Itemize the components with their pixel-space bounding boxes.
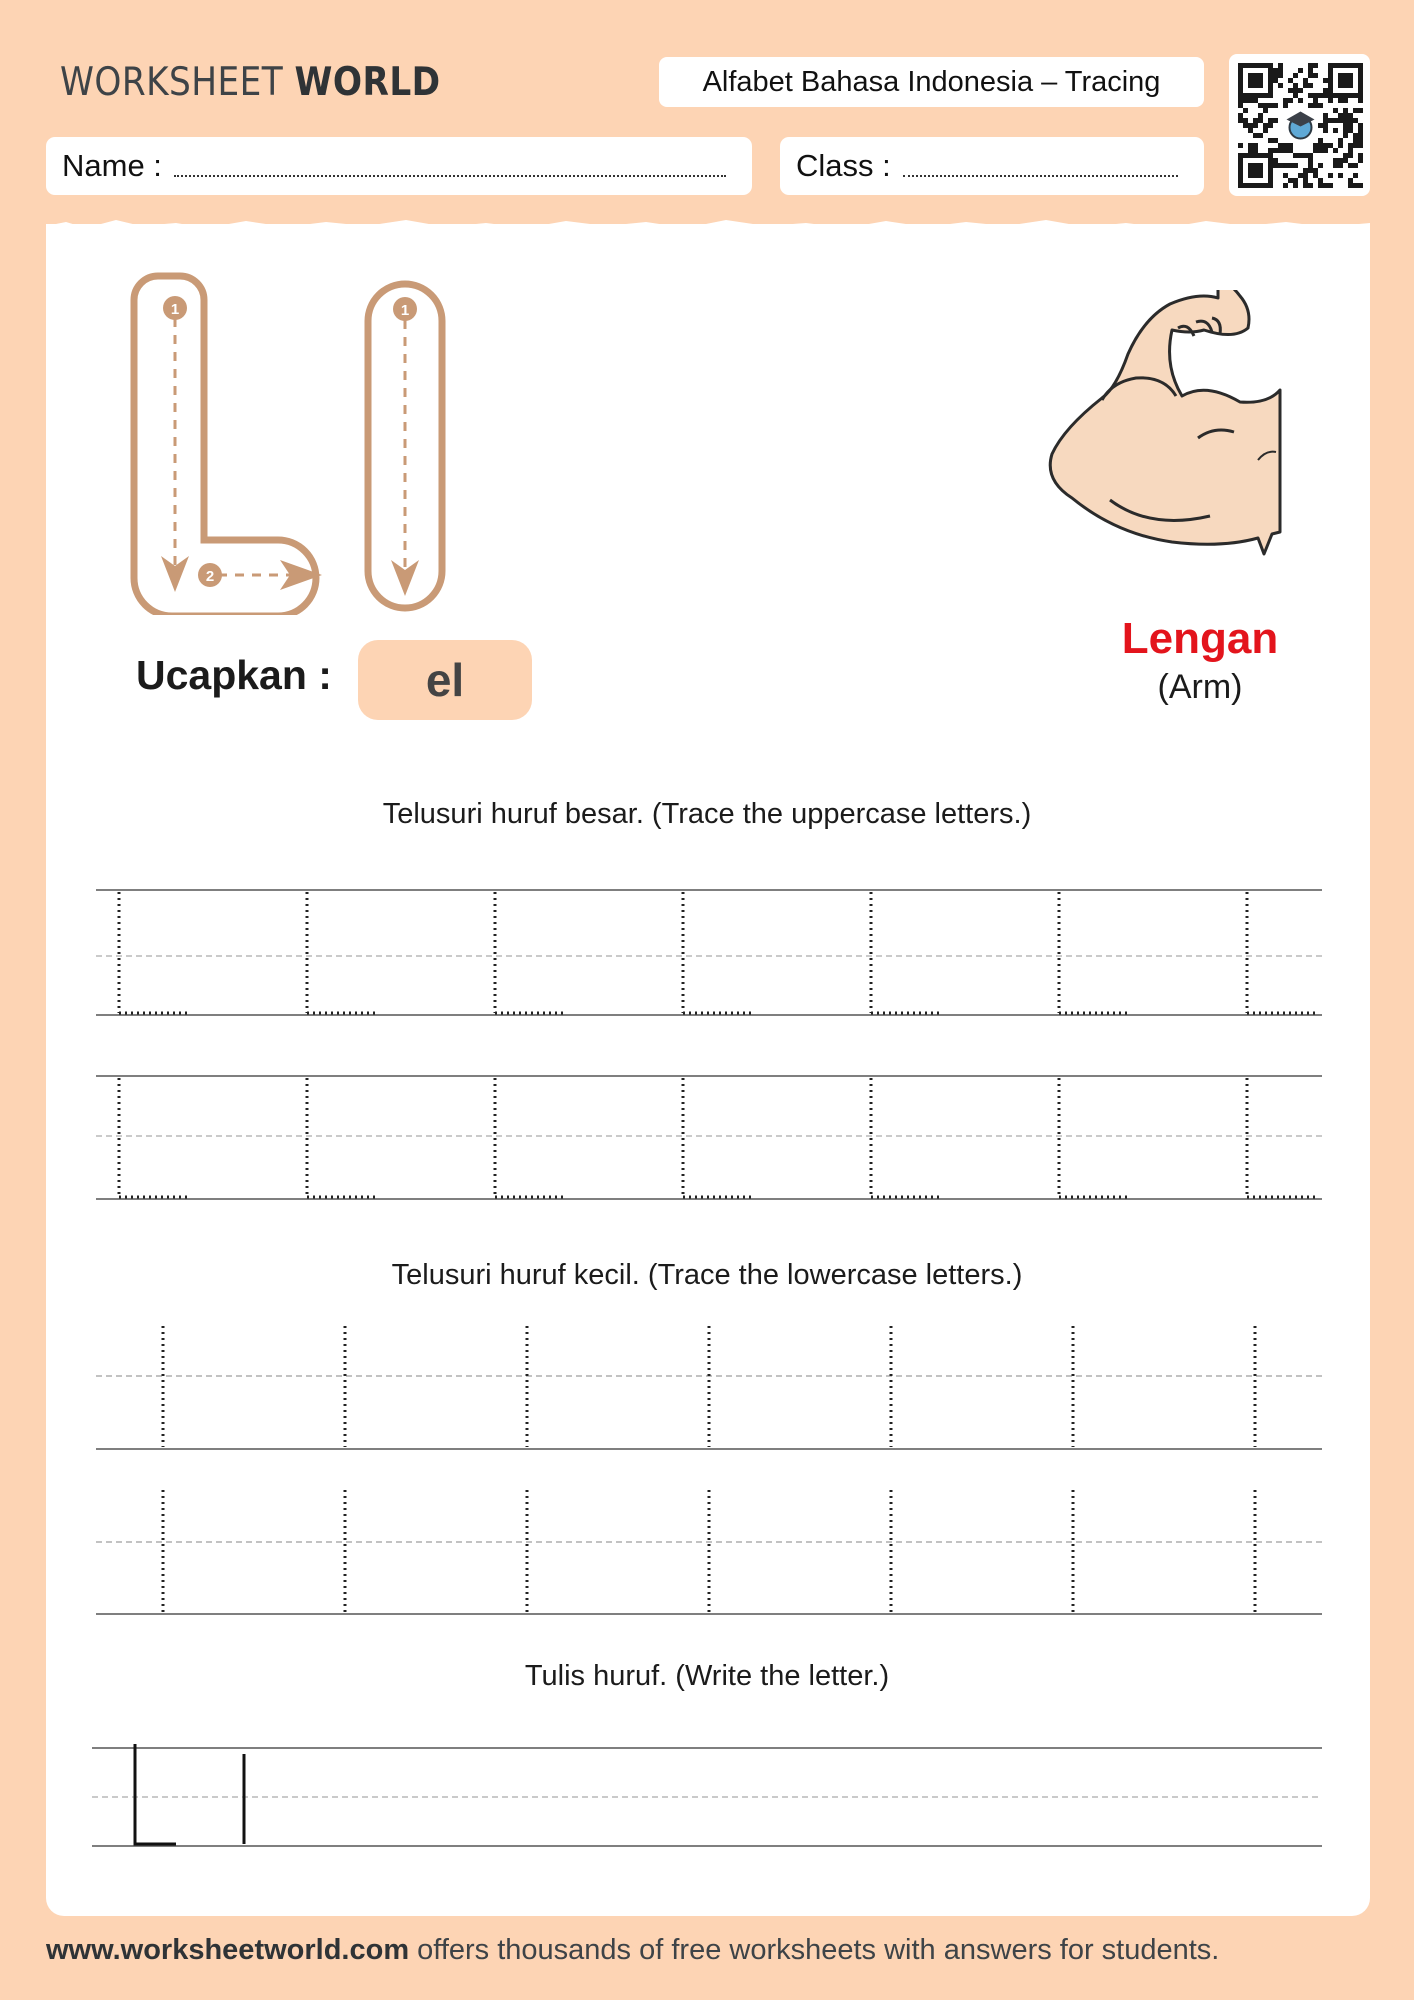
example-uppercase-letter [135, 1744, 176, 1844]
brand-light: WORKSHEET [60, 59, 284, 105]
footer-text [46, 1934, 1219, 1967]
footer-tagline: offers thousands of free worksheets with answers for students. [409, 1934, 1220, 1966]
pronunciation-badge: el [358, 640, 532, 720]
example-word: Lengan [1121, 614, 1279, 663]
stroke-number-2: 2 [205, 568, 215, 585]
brand-bold: WORLD [294, 59, 441, 105]
stroke-number-3: 1 [400, 302, 410, 319]
uppercase-instruction: Telusuri huruf besar. (Trace the uppercase letters.) [382, 798, 1032, 830]
say-label: Ucapkan : [136, 652, 332, 698]
name-label: Name : [62, 148, 162, 183]
lowercase-instruction: Telusuri huruf kecil. (Trace the lowercase letters.) [391, 1259, 1023, 1291]
footer-url[interactable]: www.worksheetworld.com [46, 1934, 410, 1966]
stroke-number-1: 1 [170, 301, 180, 318]
worksheet-title: Alfabet Bahasa Indonesia – Tracing [659, 57, 1204, 107]
example-translation: (Arm) [1157, 668, 1243, 706]
write-instruction: Tulis huruf. (Write the letter.) [524, 1660, 890, 1692]
class-label: Class : [796, 148, 891, 183]
